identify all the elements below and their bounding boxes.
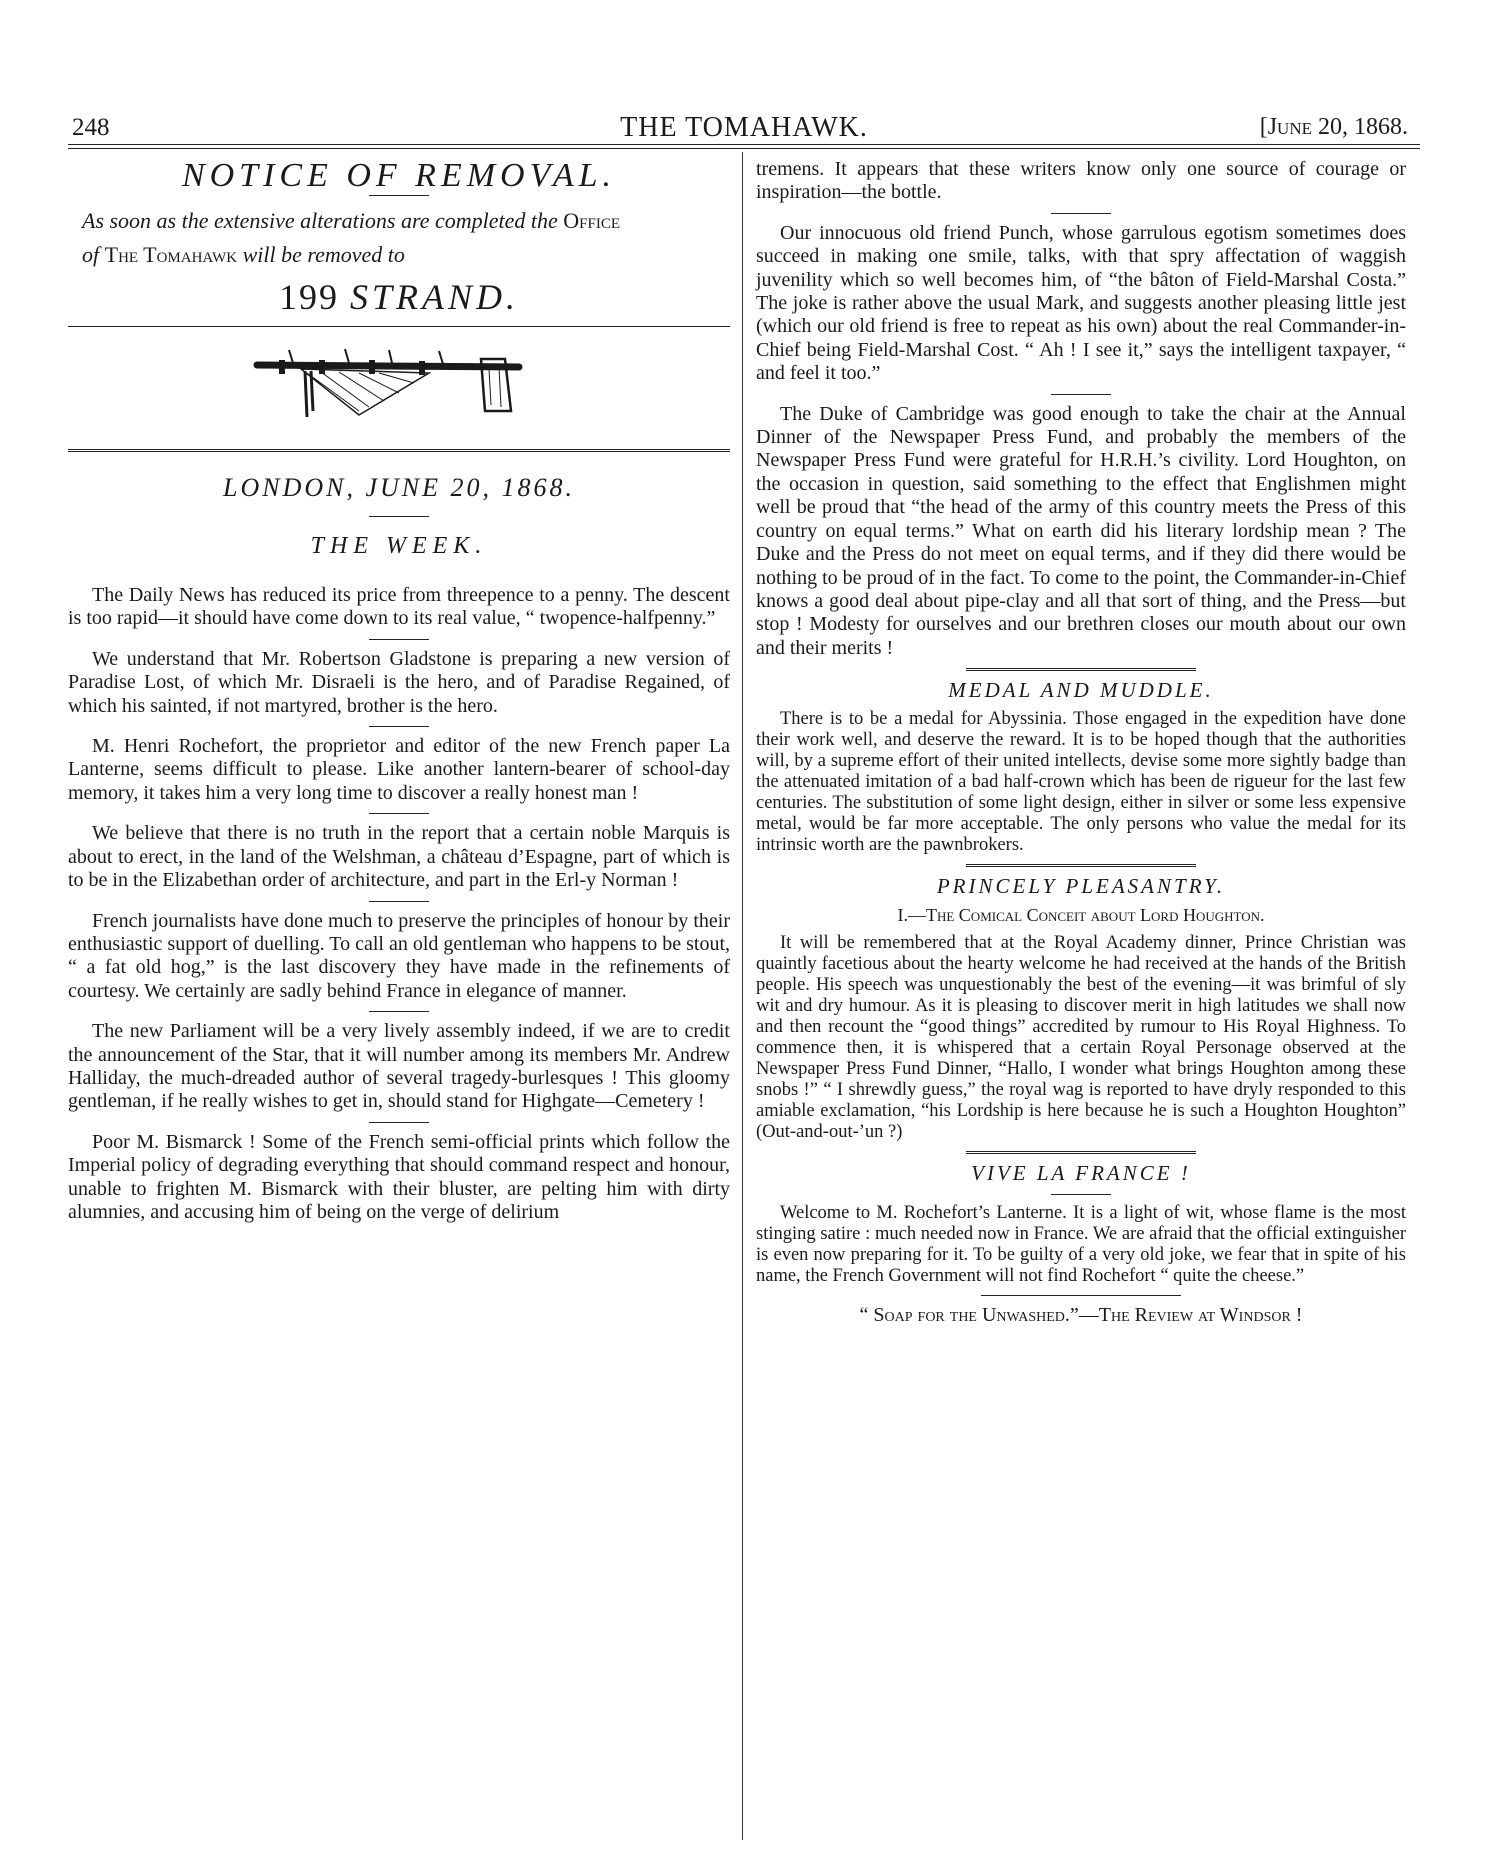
- notice-address: [68, 277, 730, 318]
- rule: [369, 639, 429, 640]
- week-paragraph: We believe that there is no truth in the report that a certain noble Marquis is about to erect, in the land of the Welshman, a château d’Espagne, part of which is to be in the Elizabethan order of architecture, and part in the Erl-y Norman !: [68, 822, 730, 892]
- rule: [966, 668, 1196, 671]
- page-number: 248: [72, 114, 110, 141]
- rule: [981, 1295, 1181, 1296]
- rule: [966, 1151, 1196, 1154]
- address-number: 199: [278, 277, 339, 318]
- rule: [1051, 394, 1111, 395]
- left-column: [68, 158, 730, 1224]
- rule: [369, 195, 429, 196]
- soap-line: “ Soap for the Unwashed.”—The Review at Windsor !: [859, 1303, 1303, 1326]
- rule: [369, 1122, 429, 1123]
- notice-body: [82, 204, 716, 272]
- rule: [369, 813, 429, 814]
- header-rule: [68, 148, 1420, 149]
- rule: [68, 326, 730, 327]
- page-header: [68, 108, 1420, 145]
- week-paragraph: The new Parliament will be a very lively assembly indeed, if we are to credit the announcement of the Star, that it will number among its members Mr. Andrew Halliday, the much-dreaded author of several tragedy-burlesques ! This gloomy gentleman, if he really wishes to get in, should stand for Highgate—Cemetery !: [68, 1020, 730, 1113]
- rule: [369, 726, 429, 727]
- tomahawk-illustration-icon: [68, 345, 730, 439]
- address-street: STRAND.: [349, 277, 519, 318]
- princely-paragraph: It will be remembered that at the Royal Academy dinner, Prince Christian was quaintly facetious about the hearty welcome he had received at the hands of the British people. His speech was unquestionably the best of the evening—it was brimful of sly wit and dry humour. As it is pleasing to discover merit in high latitudes we shall now and then recount the “good things” accredited by rumour to His Royal Highness. To commence then, it is whispered that a certain Royal Personage observed at the Newspaper Press Fund Dinner, “Hallo, I wonder what brings Houghton among these snobs !” “ I shrewdly guess,” the royal wag is reported to have dryly responded to this amiable exclamation, “his Lordship is here because he is such a Houghton Houghton” (Out-and-out-’un ?): [756, 933, 1406, 1143]
- rule: [369, 1011, 429, 1012]
- week-paragraph: French journalists have done much to preserve the principles of honour by their enthusiastic support of duelling. To call an old gentleman who happens to be stout, “ a fat old hog,” is the last discovery they have made in the refinements of courtesy. We certainly are sadly behind France in elegance of manner.: [68, 909, 731, 1002]
- notice-title: NOTICE OF REMOVAL.: [181, 157, 617, 194]
- notice-line2-post: will be removed to: [242, 242, 405, 268]
- rule: [68, 449, 730, 452]
- week-paragraph: We understand that Mr. Robertson Gladstone is preparing a new version of Paradise Lost, of which Mr. Disraeli is the hero, and of Paradise Regained, of which his sainted, if not martyred, brother is the hero.: [68, 647, 730, 717]
- rule: [966, 864, 1196, 867]
- princely-subtitle: I.—The Comical Conceit about Lord Houghton.: [897, 904, 1265, 925]
- notice-office: Office: [563, 208, 620, 234]
- cambridge-paragraph: The Duke of Cambridge was good enough to take the chair at the Annual Dinner of the Newspaper Press Fund, and probably the members of the Newspaper Press Fund were grateful for H.R.H.’s civility. Lord Houghton, on the occasion in question, said something to the effect that Englishmen might well be proud that “the head of the army of this country meets the Press of this country on equal terms.” What on earth did his literary lordship mean ? The Duke and the Press do not meet on equal terms, and if they did there would be nothing to be proud of in the fact. To come to the point, the Commander-in-Chief knows a good deal about pipe-clay and all that sort of thing, and the Press—but stop ! Modesty for ourselves and our brethren closes our mouth about our own and their merits !: [756, 402, 1406, 659]
- medal-paragraph: There is to be a medal for Abyssinia. Those engaged in the expedition have done their work well, and deserve the reward. It is to be hoped though that the authorities will, by a supreme effort of their united intellects, devise some more sightly badge than the attenuated imitation of a bad half-crown which has been de rigueur for the last few centuries. The substitution of some light design, either in silver or some less expensive metal, would be far more acceptable. The only persons who value the medal for its intrinsic worth are the pawnbrokers.: [756, 708, 1406, 855]
- vive-title: VIVE LA FRANCE !: [971, 1161, 1191, 1186]
- masthead-title: THE TOMAHAWK.: [620, 112, 868, 143]
- rule: [369, 901, 429, 902]
- punch-paragraph: Our innocuous old friend Punch, whose garrulous egotism sometimes does succeed in making one smile, talks, with that spry affectation of waggish juvenility which so well becomes him, of “the bâton of Field-Marshal Costa.” The joke is rather above the usual Mark, and suggests another pleasing little jest (which our old friend is free to repeat as his own) about the real Commander-in-Chief being Field-Marshal Cost. “ Ah ! I see it,” says the intelligent taxpayer, “ and feel it too.”: [756, 221, 1406, 385]
- week-paragraph: Poor M. Bismarck ! Some of the French semi-official prints which follow the Imperial policy of degrading everything that should command respect and honour, unable to frighten M. Bismarck with their bluster, are pelting him with dirty alumnies, and accusing him of being on the verge of delirium: [68, 1130, 730, 1223]
- right-column: [756, 158, 1406, 1327]
- issue-date: [June 20, 1868.: [1259, 114, 1408, 140]
- rule: [369, 516, 429, 517]
- princely-title: PRINCELY PLEASANTRY.: [936, 873, 1226, 898]
- notice-paper-name: The Tomahawk: [104, 242, 238, 268]
- notice-line1: As soon as the extensive alterations are completed the: [82, 208, 558, 234]
- column-divider: [742, 152, 743, 1840]
- vive-paragraph: Welcome to M. Rochefort’s Lanterne. It is a light of wit, whose flame is the most stinging satire : much needed now in France. We are afraid that the official extinguisher is even now preparing for it. To be guilty of a very old joke, we fear that in spite of his name, the French Government will not find Rochefort “ quite the cheese.”: [756, 1202, 1406, 1286]
- notice-line2-pre: of: [82, 242, 100, 268]
- rule: [1051, 1194, 1111, 1195]
- dateline: LONDON, JUNE 20, 1868.: [222, 473, 575, 503]
- newspaper-page: [68, 108, 1420, 1836]
- week-title: THE WEEK.: [310, 532, 488, 559]
- continuation-paragraph: tremens. It appears that these writers know only one source of courage or inspiration—the bottle.: [756, 158, 1406, 204]
- week-paragraph: The Daily News has reduced its price from threepence to a penny. The descent is too rapid—it should have come down to its real value, “ twopence-halfpenny.”: [68, 584, 730, 630]
- rule: [1051, 213, 1111, 214]
- medal-title: MEDAL AND MUDDLE.: [948, 678, 1214, 703]
- week-paragraph: M. Henri Rochefort, the proprietor and editor of the new French paper La Lanterne, seems difficult to please. Like another lantern-bearer of school-day memory, it takes him a very long time to discover a really honest man !: [68, 735, 730, 804]
